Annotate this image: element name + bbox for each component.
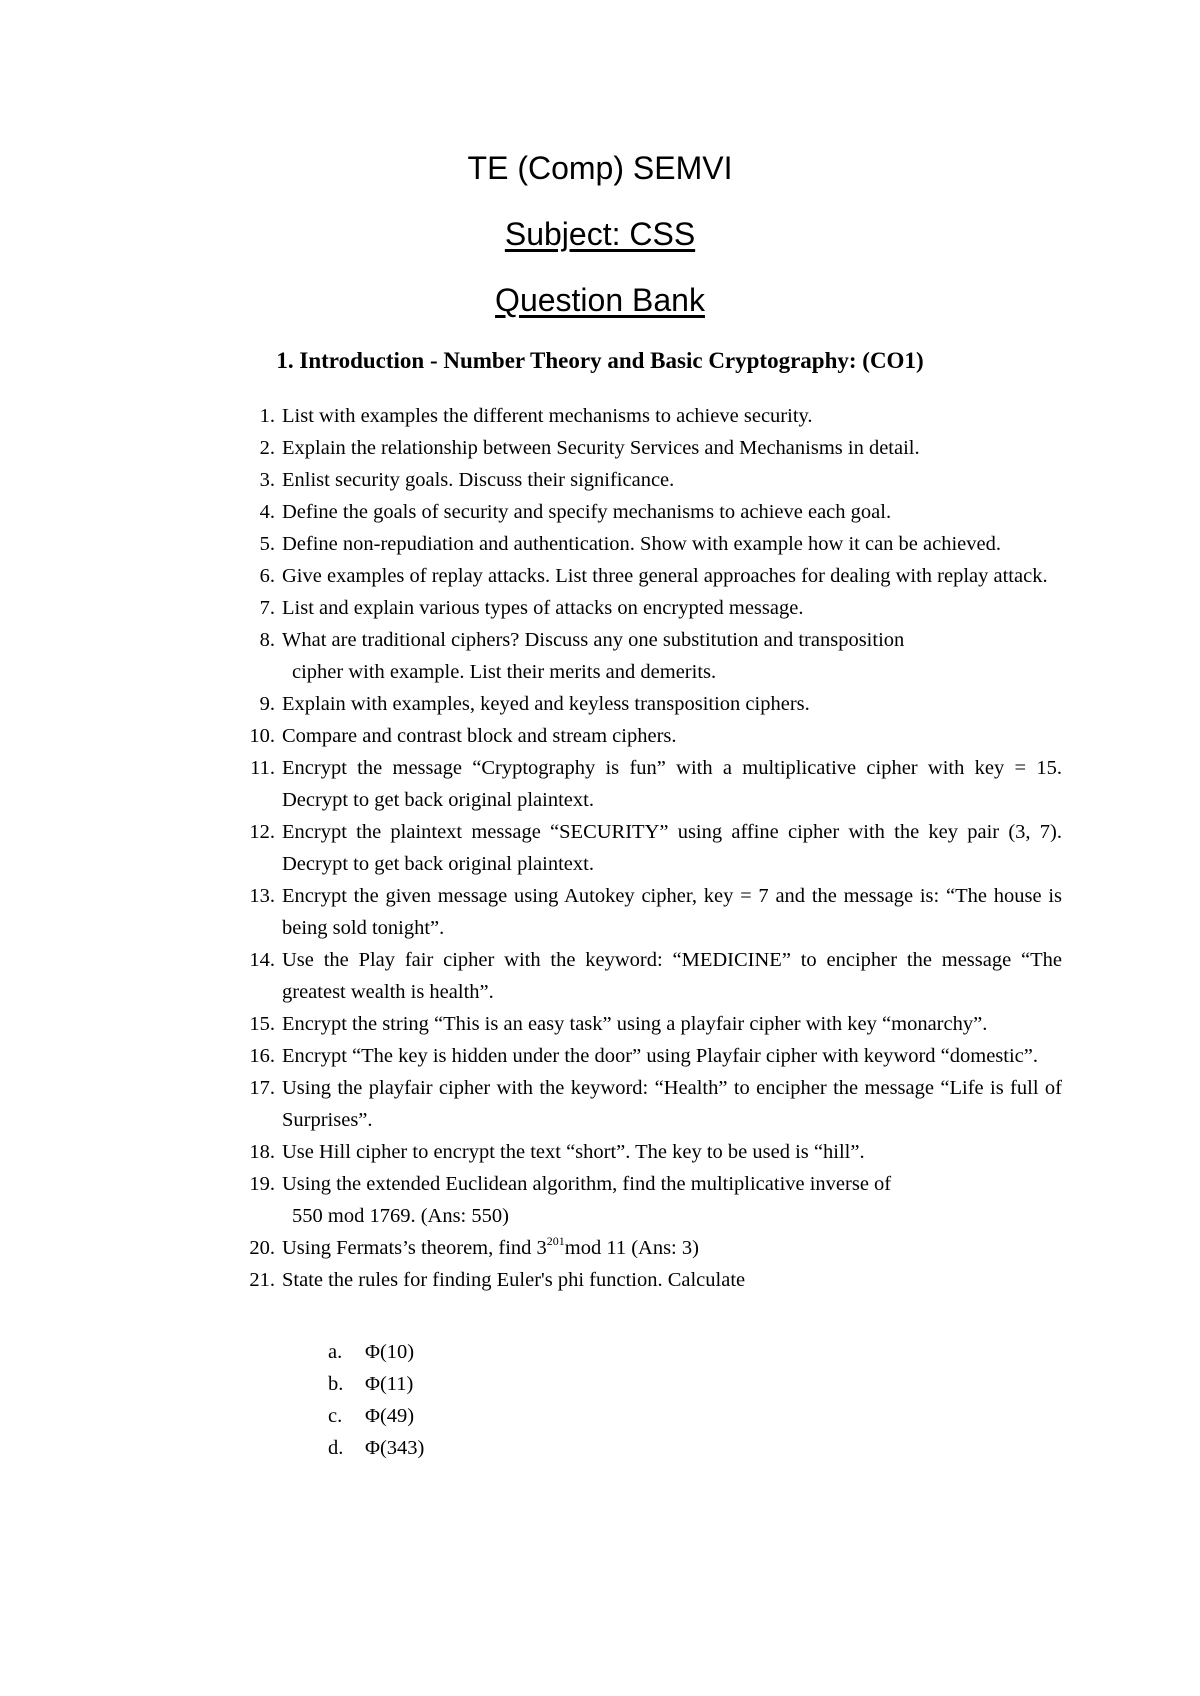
question-number: 21. [249,1269,275,1291]
question-number: 6. [259,565,275,587]
question-text: List and explain various types of attacks on encrypted message. [282,597,804,619]
question-text: State the rules for finding Euler's phi function. Calculate [282,1269,746,1291]
question-text-line1: What are traditional ciphers? Discuss any one substitution and transposition [282,629,905,651]
question-text: Use the Play fair cipher with the keyword: “MEDICINE” to encipher the message “The greatest wealth is health”. [282,949,1062,1003]
question-number: 12. [249,821,275,843]
question-item-18 [0,1136,1062,1168]
question-text: Encrypt the plaintext message “SECURITY” using affine cipher with the key pair (3, 7). Decrypt to get back original plaintext. [282,821,1062,875]
sub-question-letter: b. [328,1373,344,1395]
question-item-10 [0,720,1062,752]
sub-question-text: Φ(49) [365,1405,415,1427]
question-number: 20. [249,1237,275,1259]
question-bank-heading: Question Bank [495,282,705,318]
sub-question-letter: d. [328,1437,344,1459]
question-item-15 [0,1008,1062,1040]
question-text: Using the playfair cipher with the keyword: “Health” to encipher the message “Life is full of Surprises”. [282,1077,1062,1131]
question-number: 16. [249,1045,275,1067]
question-item-12 [0,816,1062,880]
question-item-9 [0,688,1062,720]
question-number: 1. [259,405,275,427]
question-text: Encrypt the given message using Autokey cipher, key = 7 and the message is: “The house is being sold tonight”. [282,885,1062,939]
question-text: Explain with examples, keyed and keyless transposition ciphers. [282,693,810,715]
question-item-1 [0,400,1062,432]
question-text-line1: Using the extended Euclidean algorithm, find the multiplicative inverse of [282,1173,892,1195]
question-item-6 [0,560,1062,592]
sub-question-letter: c. [328,1405,343,1427]
question-item-14 [0,944,1062,1008]
question-text: Encrypt the string “This is an easy task” using a playfair cipher with key “monarchy”. [282,1013,988,1035]
question-number: 4. [259,501,275,523]
question-number: 13. [249,885,275,907]
question-item-3 [0,464,1062,496]
question-item-4 [0,496,1062,528]
question-item-7 [0,592,1062,624]
sub-question-list [0,1336,1200,1464]
question-text: Define non-repudiation and authentication. Show with example how it can be achieved. [282,533,1001,555]
question-number: 15. [249,1013,275,1035]
question-item-2 [0,432,1062,464]
question-number: 11. [250,757,275,779]
question-text: Enlist security goals. Discuss their significance. [282,469,675,491]
question-text: Encrypt “The key is hidden under the door” using Playfair cipher with keyword “domestic”. [282,1045,1038,1067]
question-number: 17. [249,1077,275,1099]
question-text-line2: cipher with example. List their merits and demerits. [292,661,717,683]
sub-question-text: Φ(11) [365,1373,414,1395]
sub-question-a [0,1336,1200,1368]
question-item-20 [0,1232,1062,1264]
question-number: 18. [249,1141,275,1163]
question-number: 5. [259,533,275,555]
question-item-21 [0,1264,1062,1296]
question-item-19 [0,1168,1062,1232]
question-number: 7. [259,597,275,619]
sub-question-letter: a. [328,1341,343,1363]
exponent: 201 [546,1234,565,1248]
question-text-line2: 550 mod 1769. (Ans: 550) [292,1205,509,1227]
question-item-8 [0,624,1062,688]
question-number: 10. [249,725,275,747]
question-text: Define the goals of security and specify mechanisms to achieve each goal. [282,501,892,523]
question-number: 3. [259,469,275,491]
subject-heading: Subject: CSS [504,216,696,252]
sub-question-text: Φ(343) [365,1437,425,1459]
question-item-17 [0,1072,1062,1136]
question-number: 8. [259,629,275,651]
question-item-11 [0,752,1062,816]
question-number: 14. [249,949,275,971]
question-item-13 [0,880,1062,944]
question-text: Use Hill cipher to encrypt the text “short”. The key to be used is “hill”. [282,1141,865,1163]
question-text-pre: Using Fermats’s theorem, find 3 [282,1237,547,1259]
sub-question-c [0,1400,1200,1432]
question-item-16 [0,1040,1062,1072]
question-text: List with examples the different mechanisms to achieve security. [282,405,813,427]
question-list [0,400,1200,1296]
question-number: 9. [259,693,275,715]
question-text-post: mod 11 (Ans: 3) [564,1237,699,1259]
question-item-5 [0,528,1062,560]
section-heading: 1. Introduction - Number Theory and Basic Cryptography: (CO1) [276,348,924,373]
sub-question-b [0,1368,1200,1400]
question-text: Give examples of replay attacks. List three general approaches for dealing with replay attack. [282,565,1048,587]
question-text: Compare and contrast block and stream ciphers. [282,725,677,747]
question-text [282,1232,1062,1264]
document-title: TE (Comp) SEMVI [467,150,733,186]
sub-question-d [0,1432,1200,1464]
question-number: 2. [259,437,275,459]
question-text: Explain the relationship between Security Services and Mechanisms in detail. [282,437,920,459]
question-text: Encrypt the message “Cryptography is fun” with a multiplicative cipher with key = 15. Decrypt to get back original plaintext. [282,757,1062,811]
sub-question-text: Φ(10) [365,1341,415,1363]
question-number: 19. [249,1173,275,1195]
